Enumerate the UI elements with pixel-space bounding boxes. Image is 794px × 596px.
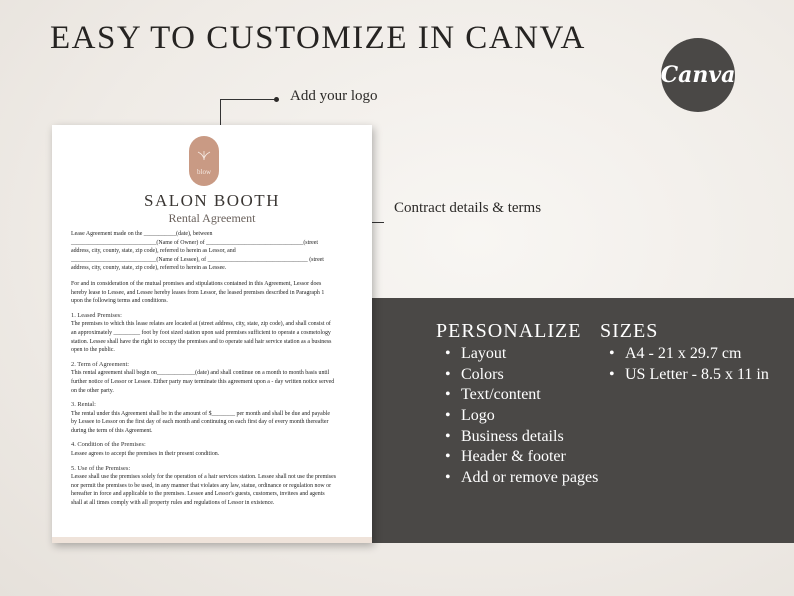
section-line: Lessee shall use the premises solely for the operation of a hair services station. Lessee shall not use the premises [71, 474, 337, 481]
section-line: Lessee agrees to accept the premises in their present condition. [71, 451, 220, 458]
list-item: • Layout [445, 344, 598, 365]
logo-callout-label: Add your logo [290, 88, 378, 104]
section-line: open to the public. [71, 347, 115, 354]
list-item: • Business details [445, 427, 598, 448]
section-line: further notice of Lessor or Lessee. Either party may terminate this agreement upon a - day written notice served [71, 378, 335, 385]
section-line: The rental under this Agreement shall be in the amount of $________ per month and shall be due and payable [71, 410, 330, 417]
section-line: nor permit the premises to be used, in any manner that violates any law, statue, ordinance or regulation now or [71, 482, 332, 489]
logo-callout-dot [274, 97, 279, 102]
intro-line: address, city, county, state, zip code), referred to herein as Lessor, and [71, 248, 236, 255]
section-line: by Lessee to Lessor on the first day of each month and continuing on each first day of every month thereafter [71, 419, 329, 426]
intro-line: _____________________________(Name of Lessee), of __________________________________ (street [71, 256, 324, 263]
list-item: • Logo [445, 406, 598, 427]
document-body [71, 230, 357, 508]
contract-callout-label: Contract details & terms [394, 200, 542, 216]
consideration-line: hereby lease to Lessee, and Lessee hereby leases from Lessor, the leased premises described in Paragraph 1 [71, 289, 325, 296]
personalize-list [445, 344, 598, 489]
list-item: • A4 - 21 x 29.7 cm [609, 344, 769, 365]
list-item: • Header & footer [445, 447, 598, 468]
intro-line: Lease Agreement made on the ___________(date), between [71, 231, 213, 237]
section-line: station. Lessee shall have the right to occupy the premises and to operate said hair service station as a business [71, 338, 332, 345]
section-line: hereafter in force and applicable to the premises. Lessee and Lessor's guests, customers, invitees and agents [71, 491, 325, 498]
section-line: This rental agreement shall begin on_____________(date) and shall continue on a month to month basis until [71, 370, 330, 377]
section-title: 2. Term of Agreement: [71, 360, 129, 368]
section-title: 1. Leased Premises: [71, 311, 122, 319]
intro-line: _____________________________(Name of Owner) of _________________________________(street [71, 239, 319, 246]
section-title: 4. Condition of the Premises: [71, 441, 146, 449]
consideration-line: upon the following terms and conditions. [71, 298, 168, 305]
document-subtitle: Rental Agreement [168, 211, 256, 225]
logo-placeholder [189, 136, 219, 186]
section-line: shall at all times comply with all property rules and regulations of Lessor in existence. [71, 500, 275, 507]
list-item: • Text/content [445, 385, 598, 406]
section-line: an approximately _________ foot by foot sized station upon said premises sufficient to operate a cosmetology [71, 329, 331, 336]
document-footer-strip [52, 537, 372, 543]
section-line: during the term of this Agreement. [71, 427, 153, 434]
list-item: • Colors [445, 365, 598, 386]
personalize-heading: PERSONALIZE [436, 320, 582, 342]
list-item: • US Letter - 8.5 x 11 in [609, 365, 769, 386]
list-item: • Add or remove pages [445, 468, 598, 489]
logo-word: blow [197, 168, 211, 176]
section-title: 3. Rental: [71, 401, 96, 409]
section-line: on the other party. [71, 387, 114, 394]
canva-logo-badge: Canva [661, 38, 735, 112]
sizes-list [609, 344, 769, 385]
logo-callout-line-horizontal [220, 99, 276, 100]
headline: EASY TO CUSTOMIZE IN CANVA [50, 20, 586, 56]
section-line: The premises to which this lease relates are located at (street address, city, state, zip code), and shall consist of [71, 321, 331, 328]
sizes-heading: SIZES [600, 320, 659, 342]
intro-line: address, city, county, state, zip code), referred to herein as Lessee. [71, 265, 227, 272]
document-preview [52, 125, 372, 543]
document-title: SALON BOOTH [144, 191, 280, 210]
consideration-line: For and in consideration of the mutual promises and stipulations contained in this Agreement, Lessor does [71, 280, 322, 287]
section-title: 5. Use of the Premises: [71, 464, 131, 472]
leaf-icon [197, 149, 211, 161]
